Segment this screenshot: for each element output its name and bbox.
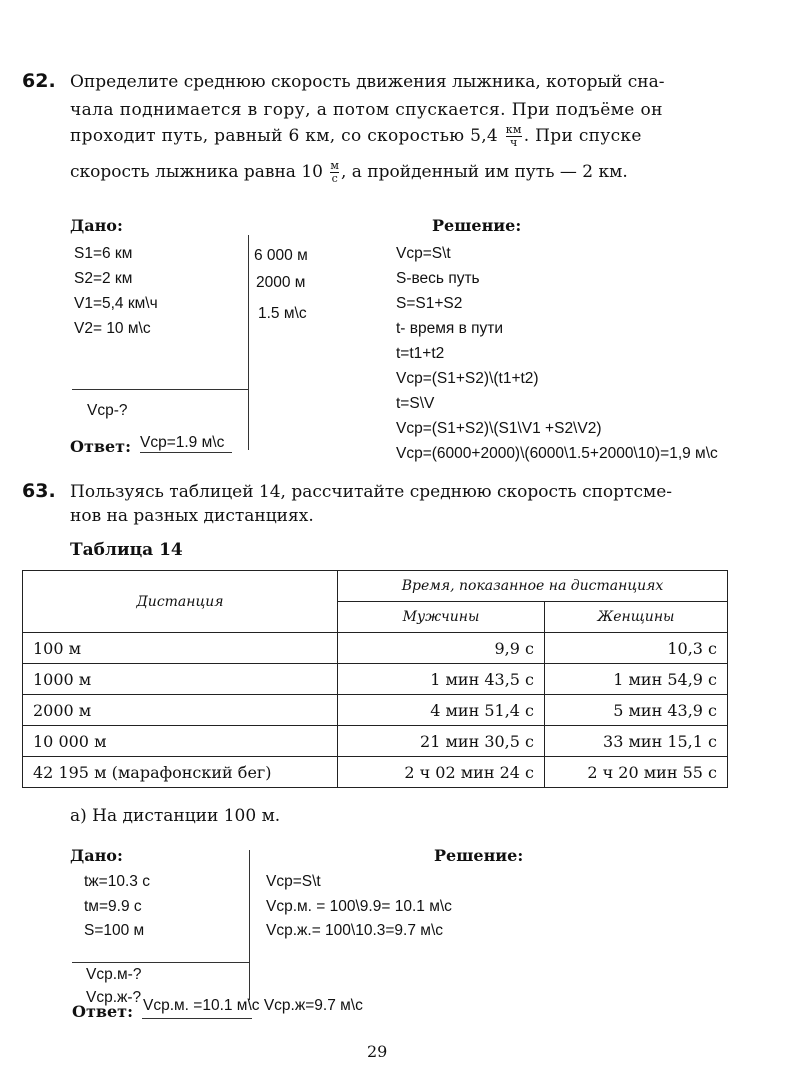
solution-label: Решение: bbox=[434, 846, 524, 865]
problem-text-line: Определите среднюю скорость движения лыжника, который сна- bbox=[70, 72, 665, 92]
problem-text-line: чала поднимается в гору, а потом спускается. При подъёме он bbox=[70, 100, 663, 120]
divider bbox=[248, 235, 249, 450]
subtask-label: а) На дистанции 100 м. bbox=[70, 806, 281, 826]
solution-line: t- время в пути bbox=[396, 320, 504, 337]
solution-line: t=S\V bbox=[396, 395, 435, 412]
problem-number: 62. bbox=[22, 70, 56, 92]
problem-number: 63. bbox=[22, 480, 56, 502]
table-row: 100 м 9,9 с 10,3 с bbox=[23, 633, 728, 664]
solution-line: Vср=(S1+S2)\(S1\V1 +S2\V2) bbox=[396, 420, 602, 437]
solution-line: Vср.м. = 100\9.9= 10.1 м\с bbox=[266, 898, 452, 915]
table-row: 42 195 м (марафонский бег) 2 ч 02 мин 24 с 2 ч 20 мин 55 с bbox=[23, 757, 728, 788]
si-item: 2000 м bbox=[256, 274, 306, 291]
divider bbox=[72, 389, 248, 390]
table-title: Таблица 14 bbox=[70, 540, 183, 560]
given-item: V1=5,4 км\ч bbox=[74, 295, 158, 312]
given-label: Дано: bbox=[70, 216, 123, 235]
find-item: Vср.ж-? bbox=[86, 989, 142, 1006]
divider bbox=[249, 850, 250, 1000]
table-header: Дистанция bbox=[23, 571, 338, 633]
problem-text-line: Пользуясь таблицей 14, рассчитайте среднюю скорость спортсме- bbox=[70, 482, 673, 502]
problem-text-line: нов на разных дистанциях. bbox=[70, 506, 314, 526]
solution-line: Vср=(S1+S2)\(t1+t2) bbox=[396, 370, 539, 387]
problem-text-line: скорость лыжника равна 10 $\frac{м}{с}$ , а пройденный им путь — 2 км. bbox=[70, 159, 628, 185]
table-header: Женщины bbox=[545, 602, 728, 633]
answer-label: Ответ: bbox=[70, 437, 131, 456]
answer-underline bbox=[142, 1018, 252, 1019]
table-row: 10 000 м 21 мин 30,5 с 33 мин 15,1 с bbox=[23, 726, 728, 757]
find-item: Vср.м-? bbox=[86, 966, 142, 983]
solution-line: S=S1+S2 bbox=[396, 295, 463, 312]
find-item: Vср-? bbox=[87, 402, 128, 419]
divider bbox=[72, 962, 249, 963]
answer-value: Vср.м. =10.1 м\с Vср.ж=9.7 м\с bbox=[143, 997, 363, 1014]
given-item: S1=6 км bbox=[74, 245, 133, 262]
page-number: 29 bbox=[367, 1042, 388, 1061]
table-header: Время, показанное на дистанциях bbox=[338, 571, 728, 602]
table-row: 1000 м 1 мин 43,5 с 1 мин 54,9 с bbox=[23, 664, 728, 695]
table-row: 2000 м 4 мин 51,4 с 5 мин 43,9 с bbox=[23, 695, 728, 726]
solution-line: Vср=S\t bbox=[396, 245, 451, 262]
solution-line: Vср=(6000+2000)\(6000\1.5+2000\10)=1,9 м\с bbox=[396, 445, 718, 462]
solution-line: Vср=S\t bbox=[266, 873, 321, 890]
solution-line: S-весь путь bbox=[396, 270, 480, 287]
problem-text-line: проходит путь, равный 6 км, со скоростью 5,4 $\frac{км}{ч}$ . При спуске bbox=[70, 123, 642, 149]
given-label: Дано: bbox=[70, 846, 123, 865]
table-header: Мужчины bbox=[338, 602, 545, 633]
si-item: 1.5 м\с bbox=[258, 305, 307, 322]
given-item: V2= 10 м\с bbox=[74, 320, 151, 337]
solution-label: Решение: bbox=[432, 216, 522, 235]
si-item: 6 000 м bbox=[254, 247, 308, 264]
distance-time-table bbox=[22, 570, 728, 788]
given-item: S2=2 км bbox=[74, 270, 133, 287]
solution-line: t=t1+t2 bbox=[396, 345, 445, 362]
given-item: tм=9.9 с bbox=[84, 898, 142, 915]
given-item: S=100 м bbox=[84, 922, 145, 939]
solution-line: Vср.ж.= 100\10.3=9.7 м\с bbox=[266, 922, 444, 939]
answer-value: Vср=1.9 м\с bbox=[140, 434, 232, 453]
given-item: tж=10.3 с bbox=[84, 873, 150, 890]
answer-label: Ответ: bbox=[72, 1002, 133, 1021]
